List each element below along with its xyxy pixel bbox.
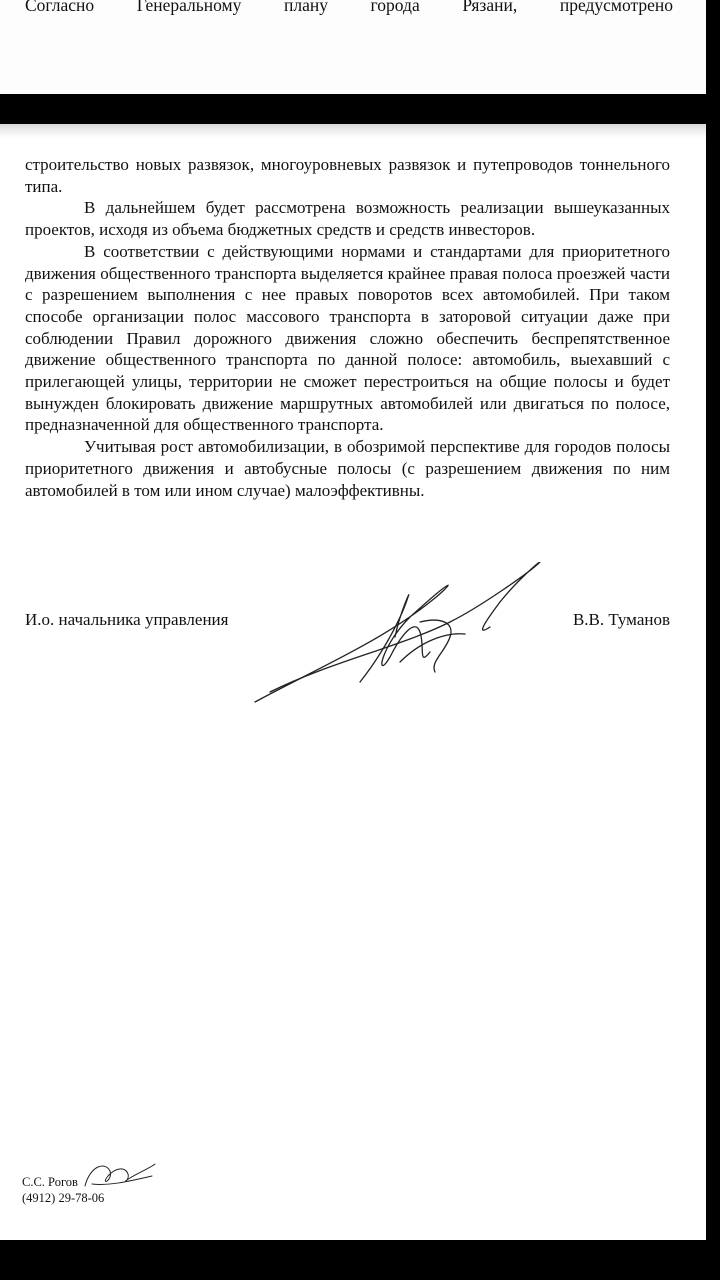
paragraph-3: В соответствии с действующими нормами и стандартами для приоритетного движения общественного транспорта выделяется крайнее правая полоса проезжей части с разрешением выполнения с нее правых поворотов всех автомобилей. При таком способе организации полос массового транспорта в заторовой ситуации даже при соблюдении Правил дорожного движения сложно обеспечить беспрепятственное движение общественного транспорта по данной полосе: автомобиль, выехавший с прилегающей улицы, территории не сможет перестроиться на общие полосы и будет вынужден блокировать движение маршрутных автомобилей или двигаться по полосе, предназначенной для общественного транспорта. [25, 241, 670, 435]
executor-name: С.С. Рогов [22, 1175, 78, 1189]
signer-name: В.В. Туманов [572, 610, 670, 629]
scan-right-edge [706, 0, 720, 1280]
paragraph-continuation: строительство новых развязок, многоуровневых развязок и путепроводов тоннельного типа. [25, 155, 670, 196]
previous-page-fragment [0, 0, 706, 94]
executor-phone: (4912) 29-78-06 [22, 1191, 105, 1205]
document-page [0, 124, 706, 1240]
handwritten-signature [250, 562, 550, 712]
page-top-edge [0, 124, 706, 138]
signer-position: И.о. начальника управления [25, 610, 229, 629]
scan-bottom-edge [0, 1240, 720, 1280]
executor-signature [80, 1156, 160, 1196]
previous-page-text-line: Согласно Генеральному плану города Рязани, предусмотрено [25, 0, 673, 15]
paragraph-2: В дальнейшем будет рассмотрена возможность реализации вышеуказанных проектов, исходя из объема бюджетных средств и средств инвесторов. [25, 198, 670, 240]
document-body [25, 154, 670, 501]
paragraph-4: Учитывая рост автомобилизации, в обозримой перспективе для городов полосы приоритетного движения и автобусные полосы (с разрешением движения по ним автомобилей в том или ином случае) малоэффективны. [25, 437, 670, 500]
